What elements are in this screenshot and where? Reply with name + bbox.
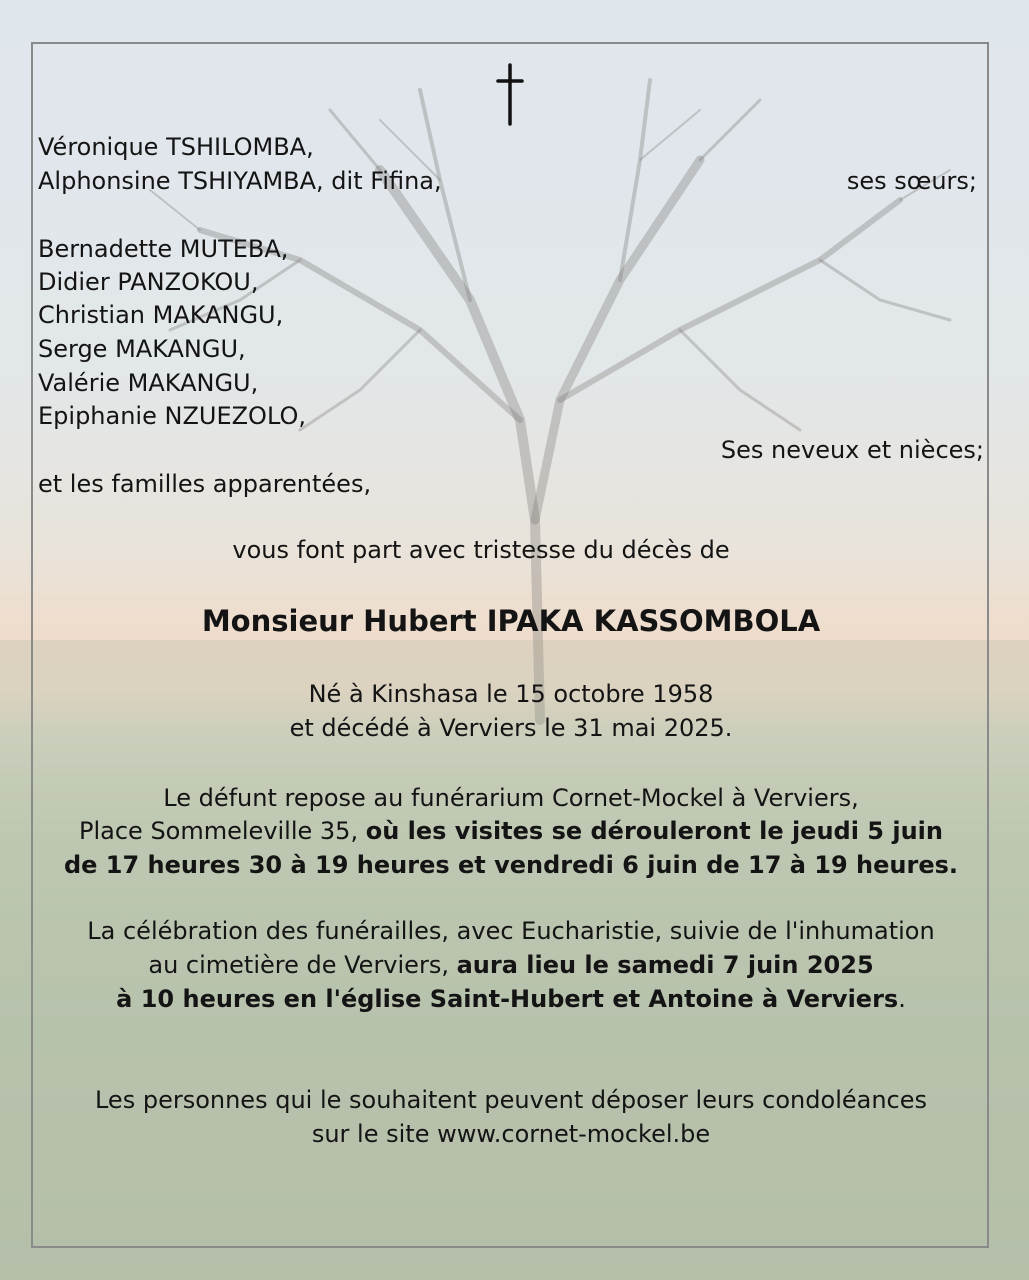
death-line: et décédé à Verviers le 31 mai 2025. — [289, 714, 733, 742]
border-frame — [31, 42, 989, 1248]
funeral-place: au cimetière de Verviers, — [148, 951, 457, 979]
funeral-church: à 10 heures en l'église Saint-Hubert et Antoine à Verviers — [116, 985, 899, 1013]
condolences-line-1: Les personnes qui le souhaitent peuvent déposer leurs condoléances — [94, 1086, 928, 1114]
visit-hours: de 17 heures 30 à 19 heures et vendredi 6 juin de 17 à 19 heures. — [63, 851, 959, 879]
visit-address: Place Sommeleville 35, — [79, 817, 366, 845]
funeral-line-1: La célébration des funérailles, avec Eucharistie, suivie de l'inhumation — [87, 917, 935, 945]
nephew-name: Valérie MAKANGU, — [38, 369, 259, 397]
condolences-line-2: sur le site www.cornet-mockel.be — [311, 1120, 711, 1148]
cross-icon — [495, 62, 525, 128]
nephew-name: Bernadette MUTEBA, — [38, 235, 289, 263]
nephew-name: Serge MAKANGU, — [38, 335, 246, 363]
visit-line-1: Le défunt repose au funérarium Cornet-Mockel à Verviers, — [163, 784, 859, 812]
nephew-name: Didier PANZOKOU, — [38, 268, 259, 296]
deceased-name: Monsieur Hubert IPAKA KASSOMBOLA — [201, 604, 821, 638]
funeral-line-2 — [0, 948, 1022, 982]
birth-line: Né à Kinshasa le 15 octobre 1958 — [308, 680, 714, 708]
sibling-name: Alphonsine TSHIYAMBA, dit Fifina, — [38, 167, 442, 195]
nephew-name: Christian MAKANGU, — [38, 301, 284, 329]
families-line: et les familles apparentées, — [38, 470, 372, 498]
funeral-date: aura lieu le samedi 7 juin 2025 — [456, 951, 874, 979]
funeral-period: . — [898, 985, 906, 1013]
visit-schedule: où les visites se dérouleront le jeudi 5 juin — [365, 817, 943, 845]
announcement: vous font part avec tristesse du décès de — [232, 536, 730, 564]
nephews-role: Ses neveux et nièces; — [720, 436, 984, 464]
nephew-name: Epiphanie NZUEZOLO, — [38, 402, 306, 430]
siblings-role: ses sœurs; — [846, 167, 977, 195]
funeral-line-3 — [0, 982, 1022, 1016]
sibling-name: Véronique TSHILOMBA, — [38, 133, 314, 161]
visit-line-2 — [0, 814, 1022, 848]
